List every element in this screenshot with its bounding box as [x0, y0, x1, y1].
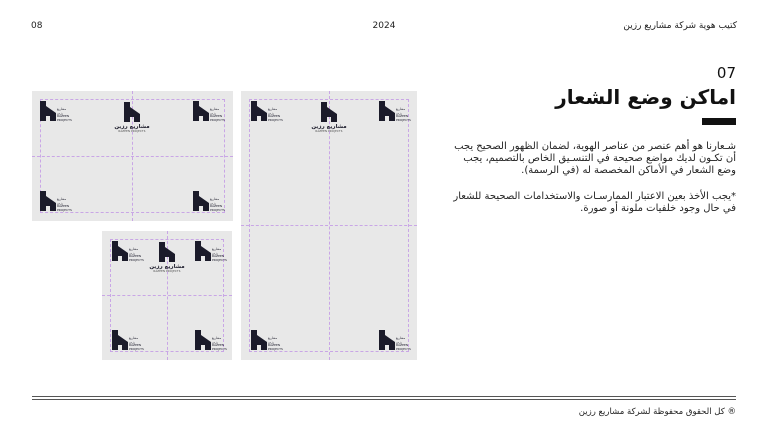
footer-divider — [32, 399, 736, 400]
logo-mark-icon — [112, 241, 128, 261]
logo-mark-icon — [112, 330, 128, 350]
landscape-layout-panel — [32, 91, 233, 221]
logo-bottom-left: مشاريع رزين RAZEEN PROJECTS — [193, 191, 209, 211]
logo-mark-icon — [195, 330, 211, 350]
logo-mark-icon — [195, 241, 211, 261]
square-layout-panel — [102, 231, 232, 360]
logo-mark-icon — [251, 330, 267, 350]
logo-top-right: مشاريع رزين RAZEEN PROJECTS — [251, 101, 267, 121]
page-number: 08 — [31, 21, 43, 31]
body-paragraph: شـعارنا هو أهم عنصر من عناصر الهوية، لضمان الظهور الصحيح يجب أن تكـون لديك مواضع صحيحة في التنسـيق الخاص بالتصميم، يجب وضع الشعار في الأماكن المخصصة له (في الرسمة). — [454, 141, 736, 176]
logo-mark-icon — [193, 101, 209, 121]
center-guide-horizontal — [102, 295, 232, 296]
logo-top-center: مشاريع رزين RAZEEN PROJECTS — [304, 101, 354, 133]
logo-bottom-right: مشاريع رزين RAZEEN PROJECTS — [251, 330, 267, 350]
header-year: 2024 — [372, 21, 396, 31]
logo-top-center: مشاريع رزين RAZEEN PROJECTS — [142, 241, 192, 273]
logo-top-right: مشاريع رزين RAZEEN PROJECTS — [40, 101, 56, 121]
logo-top-right: مشاريع رزين RAZEEN PROJECTS — [112, 241, 128, 261]
logo-mark-icon — [40, 191, 56, 211]
logo-mark-icon — [40, 101, 56, 121]
section-title: اماكن وضع الشعار — [555, 85, 736, 109]
center-guide-horizontal — [241, 225, 417, 226]
logo-top-left: مشاريع رزين RAZEEN PROJECTS — [379, 101, 395, 121]
logo-mark-icon — [193, 191, 209, 211]
logo-bottom-right: مشاريع رزين RAZEEN PROJECTS — [112, 330, 128, 350]
logo-bottom-left: مشاريع رزين RAZEEN PROJECTS — [195, 330, 211, 350]
logo-top-left: مشاريع رزين RAZEEN PROJECTS — [195, 241, 211, 261]
logo-bottom-right: مشاريع رزين RAZEEN PROJECTS — [40, 191, 56, 211]
title-underline-bar — [702, 118, 736, 125]
logo-bottom-left: مشاريع رزين RAZEEN PROJECTS — [379, 330, 395, 350]
document-title: كتيب هوية شركة مشاريع رزين — [623, 21, 737, 31]
logo-mark-icon — [159, 241, 175, 263]
logo-mark-icon — [321, 101, 337, 123]
note-paragraph: *يجب الأخذ بعين الاعتبار الممارسـات والاستخدامات الصحيحة للشعار في حال وجود خلفيات ملونة أو صورة. — [453, 191, 736, 214]
portrait-layout-panel — [241, 91, 417, 360]
center-guide-horizontal — [32, 156, 233, 157]
copyright-notice: ® كل الحقوق محفوظة لشركة مشاريع رزين — [578, 407, 736, 417]
footer-divider — [32, 396, 736, 397]
logo-mark-icon — [251, 101, 267, 121]
logo-mark-icon — [379, 330, 395, 350]
logo-top-center: مشاريع رزين RAZEEN PROJECTS — [107, 101, 157, 133]
logo-top-left: مشاريع رزين RAZEEN PROJECTS — [193, 101, 209, 121]
logo-mark-icon — [379, 101, 395, 121]
section-number: 07 — [716, 64, 736, 82]
logo-mark-icon — [124, 101, 140, 123]
